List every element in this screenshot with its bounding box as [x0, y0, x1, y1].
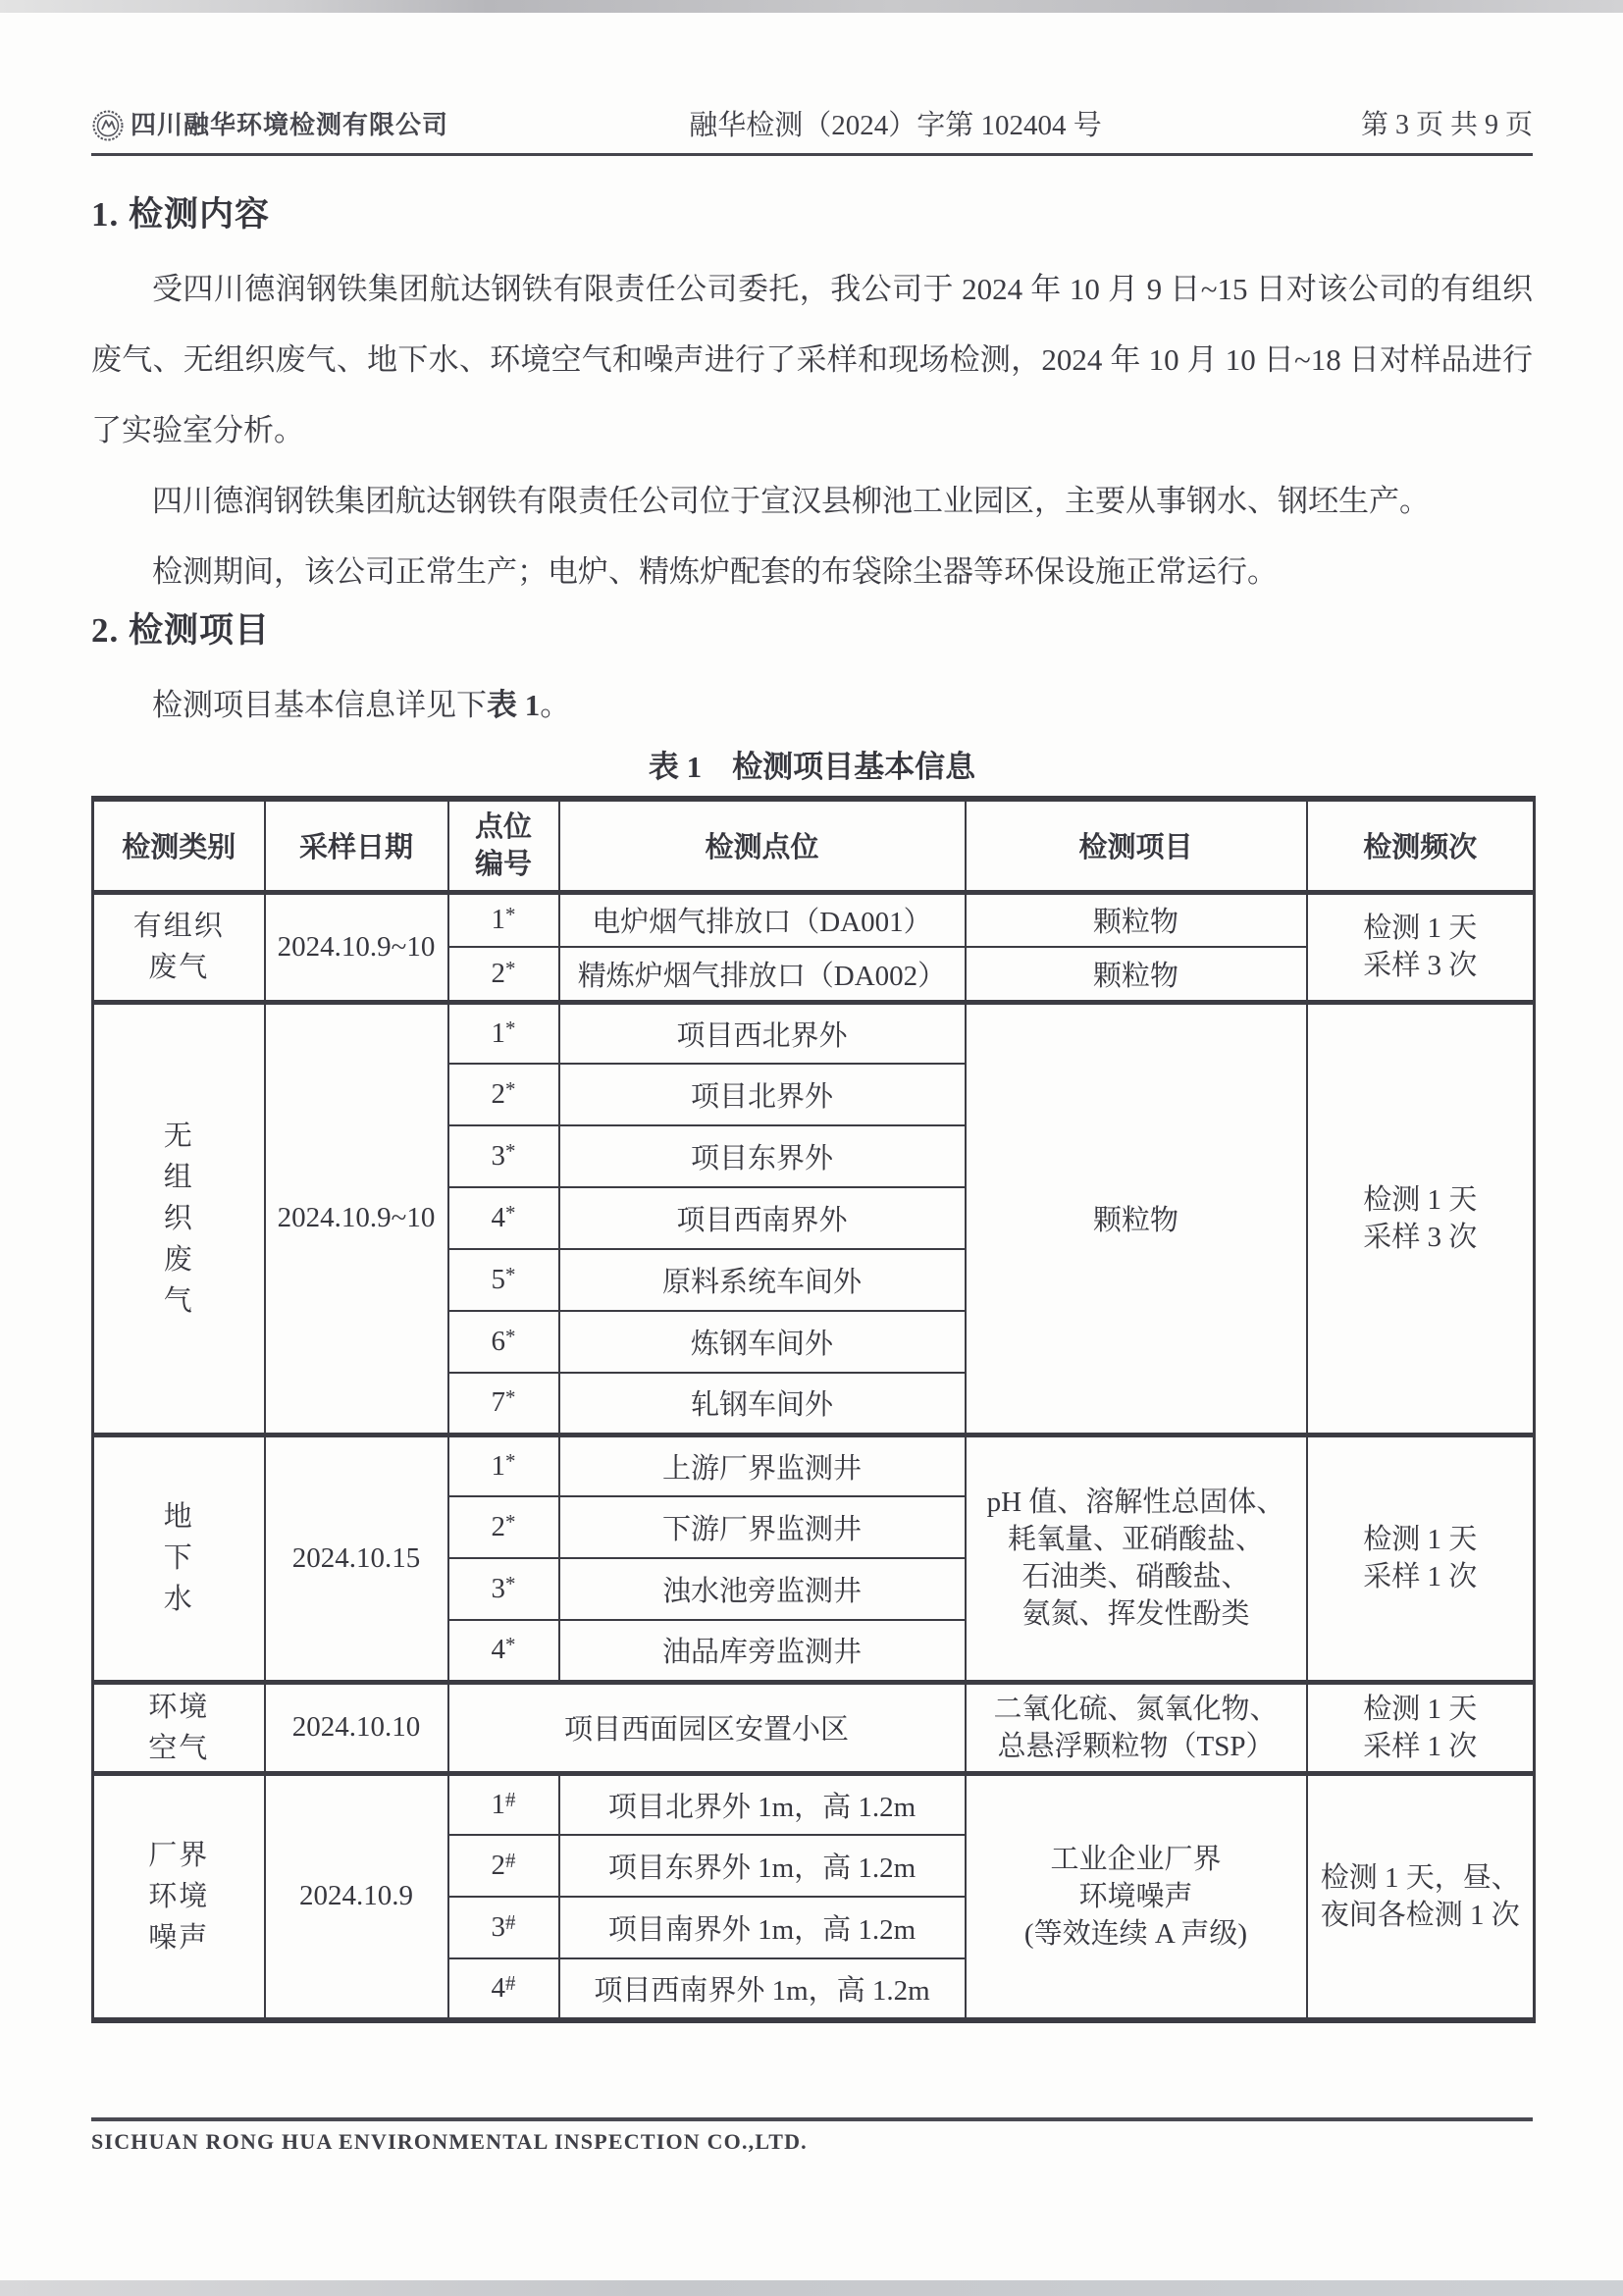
col-header-item: 检测项目	[966, 799, 1307, 892]
point-number-cell: 2*	[448, 1496, 559, 1558]
table-row	[93, 1682, 1535, 1773]
section-groundwater	[93, 1435, 1535, 1682]
point-number-cell: 2#	[448, 1835, 559, 1897]
item-cell: 颗粒物	[966, 1002, 1307, 1435]
section2-heading: 2. 检测项目	[91, 611, 271, 650]
point-number-cell: 4#	[448, 1958, 559, 2020]
site-cell: 精炼炉烟气排放口（DA002）	[559, 947, 966, 1002]
site-cell: 项目东界外	[559, 1125, 966, 1187]
site-cell: 轧钢车间外	[559, 1373, 966, 1435]
table-intro-line	[91, 670, 1533, 741]
col-header-category: 检测类别	[93, 799, 265, 892]
page-header	[91, 0, 1533, 143]
intro-prefix: 检测项目基本信息详见下	[152, 688, 487, 722]
header-divider	[91, 153, 1533, 156]
section-fugitive-gas	[93, 1002, 1535, 1435]
point-number-cell: 1#	[448, 1773, 559, 1835]
site-cell: 项目西南界外	[559, 1187, 966, 1249]
category-cell: 无 组 织 废 气	[93, 1002, 265, 1435]
item-cell: 颗粒物	[966, 947, 1307, 1002]
table-title: 表 1 检测项目基本信息	[648, 750, 976, 784]
point-number-cell: 1*	[448, 1002, 559, 1064]
frequency-cell: 检测 1 天，昼、 夜间各检测 1 次	[1307, 1773, 1535, 2020]
date-cell: 2024.10.9~10	[265, 892, 448, 1002]
point-number-cell: 3*	[448, 1125, 559, 1187]
point-number-cell: 2*	[448, 947, 559, 1002]
col-header-date: 采样日期	[265, 799, 448, 892]
site-cell: 项目南界外 1m，高 1.2m	[559, 1897, 966, 1958]
page-footer	[91, 2117, 1533, 2155]
item-cell: pH 值、溶解性总固体、 耗氧量、亚硝酸盐、 石油类、硝酸盐、 氨氮、挥发性酚类	[966, 1435, 1307, 1682]
scan-artifact-bottom	[0, 2280, 1623, 2296]
frequency-cell: 检测 1 天 采样 1 次	[1307, 1682, 1535, 1773]
point-number-cell: 7*	[448, 1373, 559, 1435]
site-cell: 下游厂界监测井	[559, 1496, 966, 1558]
section1-paragraph-2: 四川德润钢铁集团航达钢铁有限责任公司位于宣汉县柳池工业园区，主要从事钢水、钢坯生产。	[152, 484, 1430, 518]
site-cell: 油品库旁监测井	[559, 1620, 966, 1682]
site-cell: 上游厂界监测井	[559, 1435, 966, 1496]
company-brand	[91, 108, 552, 143]
page-number: 第 3 页 共 9 页	[1360, 110, 1533, 140]
section1-paragraph-1: 受四川德润钢铁集团航达钢铁有限责任公司委托，我公司于 2024 年 10 月 9 日~15 日对该公司的有组织废气、无组织废气、地下水、环境空气和噪声进行了采样和现场检测，2024 年 10 月 10 日~18 日对样品进行了实验室分析。	[91, 272, 1533, 447]
date-cell: 2024.10.15	[265, 1435, 448, 1682]
table-header-row	[93, 799, 1535, 892]
section-boundary-noise	[93, 1773, 1535, 2020]
frequency-cell: 检测 1 天 采样 1 次	[1307, 1435, 1535, 1682]
site-cell: 原料系统车间外	[559, 1249, 966, 1311]
site-cell: 项目西面园区安置小区	[448, 1682, 966, 1773]
point-number-cell: 1*	[448, 1435, 559, 1496]
site-cell: 浊水池旁监测井	[559, 1558, 966, 1620]
footer-company-en: SICHUAN RONG HUA ENVIRONMENTAL INSPECTION CO.,LTD.	[91, 2129, 808, 2154]
section1-paragraph-3: 检测期间，该公司正常生产；电炉、精炼炉配套的布袋除尘器等环保设施正常运行。	[152, 554, 1278, 589]
site-cell: 项目西北界外	[559, 1002, 966, 1064]
point-number-cell: 5*	[448, 1249, 559, 1311]
site-cell: 炼钢车间外	[559, 1311, 966, 1373]
company-logo-icon	[91, 109, 125, 142]
intro-suffix: 。	[540, 688, 571, 722]
point-number-cell: 2*	[448, 1064, 559, 1125]
category-cell: 有组织 废气	[93, 892, 265, 1002]
date-cell: 2024.10.9	[265, 1773, 448, 2020]
frequency-cell: 检测 1 天 采样 3 次	[1307, 892, 1535, 1002]
site-cell: 项目西南界外 1m，高 1.2m	[559, 1958, 966, 2020]
table-row	[93, 1002, 1535, 1064]
table-row	[93, 1773, 1535, 1835]
table-row	[93, 1435, 1535, 1496]
section-organized-gas	[93, 892, 1535, 1002]
section-ambient-air	[93, 1682, 1535, 1773]
point-number-cell: 4*	[448, 1620, 559, 1682]
table-row	[93, 892, 1535, 947]
col-header-point-no: 点位 编号	[448, 799, 559, 892]
col-header-site: 检测点位	[559, 799, 966, 892]
item-cell: 工业企业厂界 环境噪声 (等效连续 A 声级)	[966, 1773, 1307, 2020]
intro-table-ref: 表 1	[487, 688, 541, 722]
date-cell: 2024.10.9~10	[265, 1002, 448, 1435]
site-cell: 电炉烟气排放口（DA001）	[559, 892, 966, 947]
inspection-items-table	[91, 796, 1536, 2023]
site-cell: 项目北界外	[559, 1064, 966, 1125]
category-cell: 环境 空气	[93, 1682, 265, 1773]
point-number-cell: 1*	[448, 892, 559, 947]
category-cell: 地 下 水	[93, 1435, 265, 1682]
frequency-cell: 检测 1 天 采样 3 次	[1307, 1002, 1535, 1435]
point-number-cell: 3#	[448, 1897, 559, 1958]
point-number-cell: 4*	[448, 1187, 559, 1249]
item-cell: 颗粒物	[966, 892, 1307, 947]
site-cell: 项目北界外 1m，高 1.2m	[559, 1773, 966, 1835]
section1-heading: 1. 检测内容	[91, 195, 271, 234]
col-header-freq: 检测频次	[1307, 799, 1535, 892]
point-number-cell: 6*	[448, 1311, 559, 1373]
footer-divider	[91, 2117, 1533, 2121]
company-name: 四川融华环境检测有限公司	[131, 111, 449, 139]
date-cell: 2024.10.10	[265, 1682, 448, 1773]
document-number: 融华检测（2024）字第 102404 号	[689, 110, 1102, 141]
category-cell: 厂界 环境 噪声	[93, 1773, 265, 2020]
point-number-cell: 3*	[448, 1558, 559, 1620]
item-cell: 二氧化硫、氮氧化物、 总悬浮颗粒物（TSP）	[966, 1682, 1307, 1773]
site-cell: 项目东界外 1m，高 1.2m	[559, 1835, 966, 1897]
